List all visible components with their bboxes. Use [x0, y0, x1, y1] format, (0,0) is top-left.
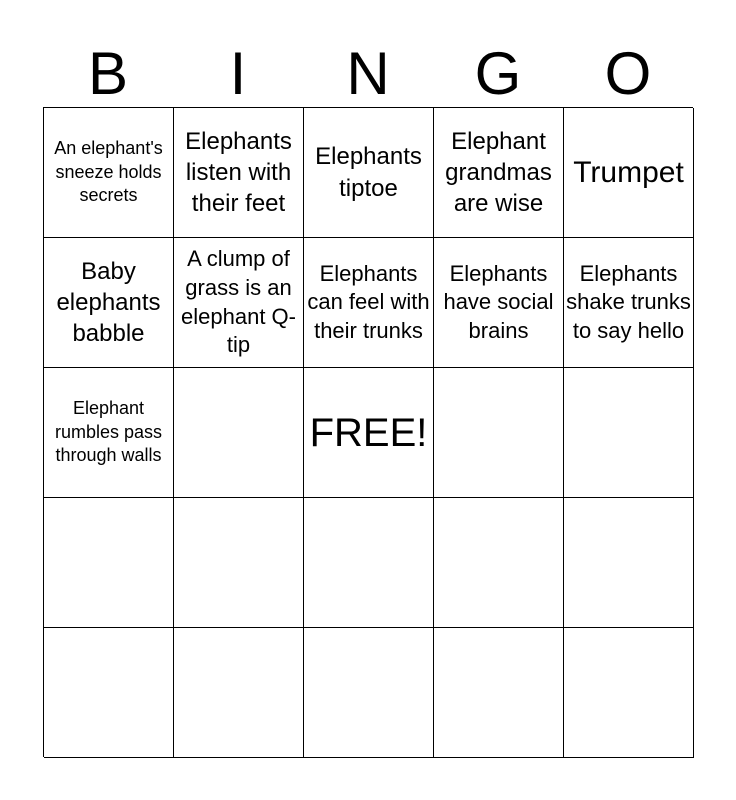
bingo-cell [44, 628, 174, 758]
bingo-cell [434, 368, 564, 498]
bingo-cell: Elephant rumbles pass through walls [44, 368, 174, 498]
header-letter-i: I [229, 40, 247, 107]
bingo-cell [434, 498, 564, 628]
bingo-cell [304, 628, 434, 758]
bingo-cell: An elephant's sneeze holds secrets [44, 108, 174, 238]
bingo-cell [44, 498, 174, 628]
header-letter-n: N [346, 40, 390, 107]
bingo-cell: Elephants have social brains [434, 238, 564, 368]
bingo-cell: Elephants tiptoe [304, 108, 434, 238]
bingo-cell: Elephants listen with their feet [174, 108, 304, 238]
header-letter-g: G [474, 40, 522, 107]
bingo-grid [43, 107, 693, 757]
free-space-cell: FREE! [304, 368, 434, 498]
bingo-cell [564, 628, 694, 758]
header-letter-b: B [87, 40, 129, 107]
header-letter-o: O [604, 40, 652, 107]
bingo-cell [564, 368, 694, 498]
bingo-cell [304, 498, 434, 628]
bingo-cell: Elephants shake trunks to say hello [564, 238, 694, 368]
bingo-header [43, 40, 693, 108]
bingo-cell: Trumpet [564, 108, 694, 238]
bingo-cell [564, 498, 694, 628]
bingo-cell [174, 498, 304, 628]
bingo-cell [174, 628, 304, 758]
bingo-cell [174, 368, 304, 498]
bingo-cell: Elephant grandmas are wise [434, 108, 564, 238]
bingo-cell: A clump of grass is an elephant Q-tip [174, 238, 304, 368]
bingo-cell: Elephants can feel with their trunks [304, 238, 434, 368]
bingo-cell: Baby elephants babble [44, 238, 174, 368]
bingo-cell [434, 628, 564, 758]
